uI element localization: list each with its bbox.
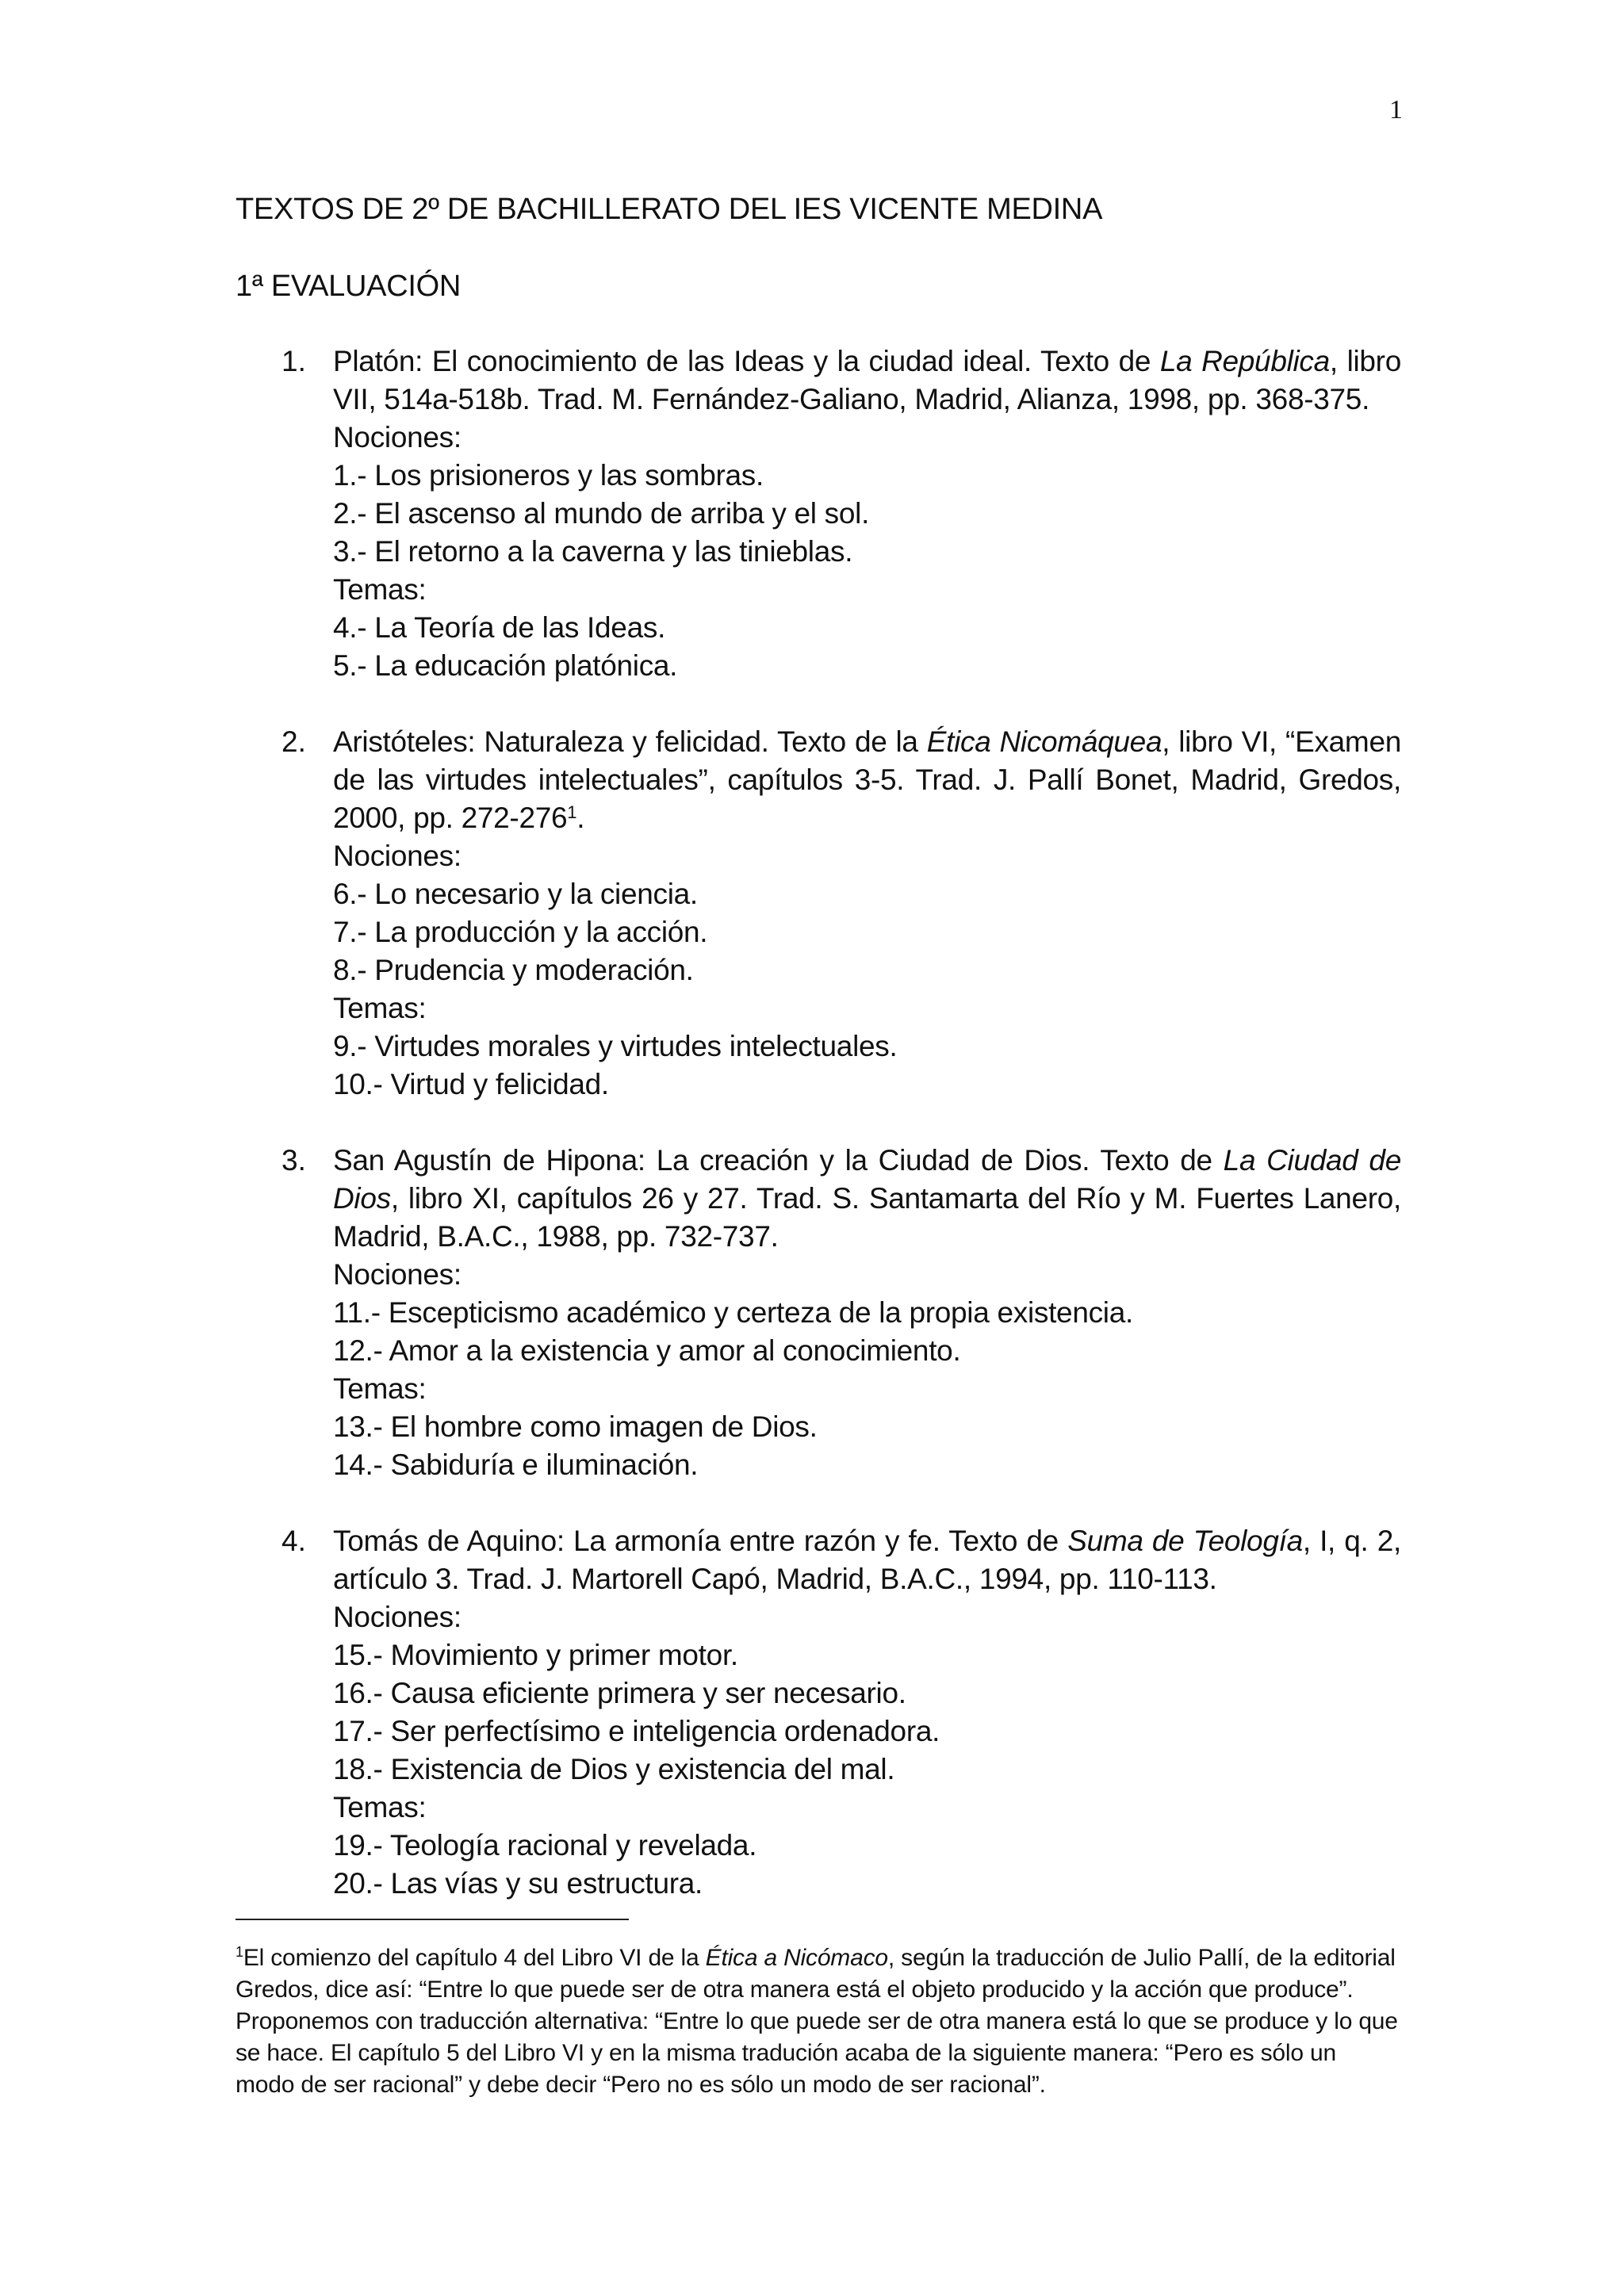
- nociones-label: Nociones:: [333, 421, 462, 453]
- temas-label: Temas:: [333, 573, 427, 606]
- nociones-label: Nociones:: [333, 1258, 462, 1291]
- tema-item: 10.- Virtud y felicidad.: [333, 1068, 609, 1100]
- text-entry: [282, 723, 1401, 1104]
- footnote-work-title: Ética a Nicómaco: [705, 1945, 888, 1971]
- page-number: 1: [1389, 95, 1403, 124]
- temas-label: Temas:: [333, 1791, 427, 1823]
- document-title: TEXTOS DE 2º DE BACHILLERATO DEL IES VICENTE MEDINA: [236, 193, 1103, 226]
- footnote: [236, 1942, 1401, 2101]
- text-entry: [282, 342, 1401, 685]
- nocion-item: 8.- Prudencia y moderación.: [333, 954, 694, 986]
- tema-item: 9.- Virtudes morales y virtudes intelectuales.: [333, 1030, 898, 1062]
- evaluation-heading: 1ª EVALUACIÓN: [236, 270, 461, 303]
- nocion-item: 16.- Causa eficiente primera y ser necesario.: [333, 1677, 906, 1709]
- nociones-label: Nociones:: [333, 1601, 462, 1633]
- footnote-text: El comienzo del capítulo 4 del Libro VI de la: [243, 1945, 706, 1971]
- tema-item: 4.- La Teoría de las Ideas.: [333, 611, 666, 644]
- tema-item: 14.- Sabiduría e iluminación.: [333, 1448, 699, 1481]
- nocion-item: 17.- Ser perfectísimo e inteligencia ordenadora.: [333, 1715, 940, 1747]
- entry-number: 3.: [282, 1144, 306, 1177]
- description-text: , libro VI, “Examen de las virtudes intelectuales”, capítulos 3-5. Trad. J. Pallí Bonet, Madrid, Gredos, 2000, pp. 272-276: [333, 725, 1401, 834]
- entry-description: [333, 723, 1401, 837]
- work-title: La Ciudad de Dios: [333, 1144, 1401, 1215]
- tema-item: 20.- Las vías y su estructura.: [333, 1867, 703, 1900]
- entry-number: 4.: [282, 1525, 306, 1557]
- text-entry: [282, 1522, 1401, 1903]
- nocion-item: 6.- Lo necesario y la ciencia.: [333, 878, 698, 910]
- nocion-item: 18.- Existencia de Dios y existencia del mal.: [333, 1753, 895, 1785]
- description-text: , I, q. 2, artículo 3. Trad. J. Martorell Capó, Madrid, B.A.C., 1994, pp. 110-113.: [333, 1525, 1401, 1595]
- entry-body: [333, 1142, 1401, 1484]
- description-text: , libro XI, capítulos 26 y 27. Trad. S. Santamarta del Río y M. Fuertes Lanero, Madrid, B.A.C., 1988, pp. 732-737.: [333, 1182, 1401, 1253]
- nocion-item: 3.- El retorno a la caverna y las tinieblas.: [333, 535, 853, 568]
- entry-number: 1.: [282, 345, 306, 377]
- entry-body: [333, 723, 1401, 1104]
- nocion-item: 1.- Los prisioneros y las sombras.: [333, 459, 764, 492]
- entry-description: [333, 1142, 1401, 1256]
- nociones-label: Nociones:: [333, 840, 462, 872]
- entry-description: [333, 342, 1401, 419]
- entry-body: [333, 342, 1401, 685]
- work-title: La República: [1159, 345, 1330, 377]
- work-title: Ética Nicomáquea: [926, 725, 1162, 758]
- nocion-item: 2.- El ascenso al mundo de arriba y el sol.: [333, 497, 870, 530]
- entry-number: 2.: [282, 725, 306, 758]
- entry-body: [333, 1522, 1401, 1903]
- description-text: , libro VII, 514a-518b. Trad. M. Fernández-Galiano, Madrid, Alianza, 1998, pp. 368-375.: [333, 345, 1401, 415]
- footnote-text: , según la traducción de Julio Pallí, de la editorial Gredos, dice así: “Entre lo que puede ser de otra manera está el objeto producido y la acción que produce”. Proponemos con traducción alternativa: “Entre lo que puede ser de otra manera está lo que se produce y lo que se hace. El capítulo 5 del Libro VI y en la misma tradución acaba de la siguiente manera: “Pero es sólo un modo de ser racional” y debe decir “Pero no es sólo un modo de ser racional”.: [236, 1945, 1398, 2098]
- description-text: Aristóteles: Naturaleza y felicidad. Texto de la: [333, 725, 927, 758]
- text-entry: [282, 1142, 1401, 1484]
- nocion-item: 12.- Amor a la existencia y amor al conocimiento.: [333, 1334, 961, 1367]
- entry-description: [333, 1522, 1401, 1598]
- description-text: Platón: El conocimiento de las Ideas y la ciudad ideal. Texto de: [333, 345, 1160, 377]
- text-list: [282, 342, 1401, 1903]
- footnote-marker: 1: [236, 1944, 243, 1960]
- temas-label: Temas:: [333, 992, 427, 1024]
- nocion-item: 11.- Escepticismo académico y certeza de la propia existencia.: [333, 1296, 1133, 1329]
- tema-item: 13.- El hombre como imagen de Dios.: [333, 1410, 818, 1443]
- tema-item: 5.- La educación platónica.: [333, 649, 678, 682]
- description-text: Tomás de Aquino: La armonía entre razón y fe. Texto de: [333, 1525, 1068, 1557]
- description-text: San Agustín de Hipona: La creación y la Ciudad de Dios. Texto de: [333, 1144, 1224, 1177]
- work-title: Suma de Teología: [1067, 1525, 1303, 1557]
- footnote-separator: [236, 1919, 629, 1920]
- nocion-item: 7.- La producción y la acción.: [333, 916, 708, 948]
- description-text: .: [576, 802, 585, 834]
- tema-item: 19.- Teología racional y revelada.: [333, 1829, 757, 1862]
- footnote-reference[interactable]: 1: [567, 802, 577, 822]
- temas-label: Temas:: [333, 1372, 427, 1405]
- nocion-item: 15.- Movimiento y primer motor.: [333, 1639, 738, 1671]
